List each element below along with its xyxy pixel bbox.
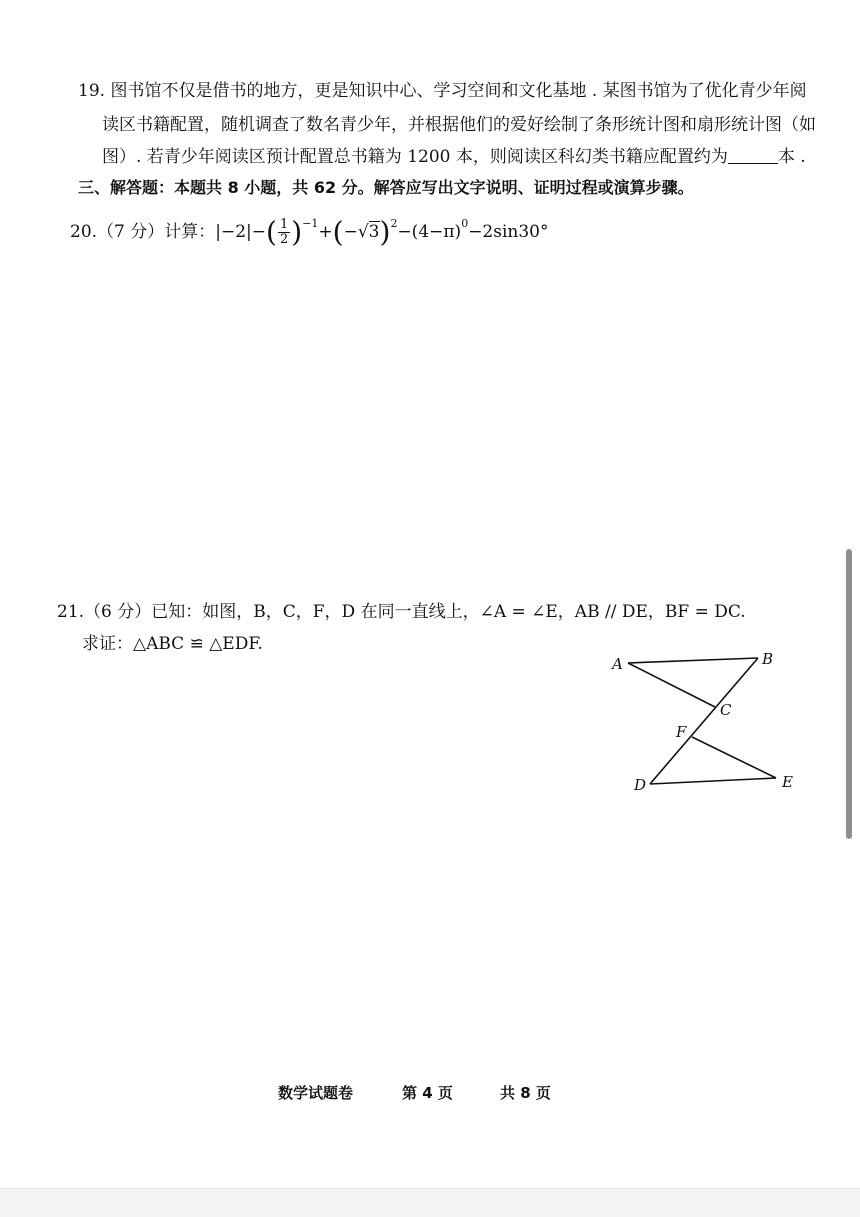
label-F: F [676,723,687,741]
segment-AC [628,663,715,707]
label-E: E [782,773,793,791]
geometry-diagram [600,645,810,805]
exponent-neg-one: −1 [302,217,319,230]
q21-line-2: 求证：△ABC ≌ △EDF. [82,634,263,654]
q19-line-2: 读区书籍配置，随机调查了数名青少年，并根据他们的爱好绘制了条形统计图和扇形统计图（如 [102,115,816,135]
exponent-two: 2 [390,217,398,230]
q19-line-3-text: 图）. 若青少年阅读区预计配置总书籍为 1200 本，则阅读区科幻类书籍应配置约为 [102,147,728,167]
label-B: B [762,650,774,668]
footer-page-number: 第 4 页 [402,1084,453,1102]
footer-subject: 数学试题卷 [278,1084,354,1102]
segment-BD [650,658,758,784]
minus-sign: − [251,222,267,242]
abs-term: |−2| [215,222,252,242]
label-C: C [720,701,732,719]
section-heading: 三、解答题：本题共 8 小题，共 62 分。解答应写出文字说明、证明过程或演算步骤。 [78,178,694,197]
q21-line-1: 21.（6 分）已知：如图，B，C，F，D 在同一直线上，∠A = ∠E，AB // DE，BF = DC. [57,602,746,622]
exponent-zero: 0 [461,217,469,230]
left-paren: ( [266,215,277,249]
left-paren-2: ( [332,215,344,249]
fraction [278,218,290,247]
q20-label: 20.（7 分）计算： [70,222,216,242]
fraction-numerator: 1 [279,217,289,232]
segment-AB [628,658,758,663]
answer-blank [728,147,778,164]
q19-line-3 [102,145,806,169]
plus-sign: + [318,222,333,242]
sin-term: −2sin30° [468,222,549,242]
sqrt-argument: 3 [368,222,380,242]
footer-total-pages: 共 8 页 [500,1084,551,1102]
q19-line-3-tail: 本 . [777,147,806,167]
page-bottom-edge [0,1188,860,1217]
q19-line-1: 19. 图书馆不仅是借书的地方，更是知识中心、学习空间和文化基地 . 某图书馆为了优化青少年阅 [78,81,807,101]
neg-sqrt: −√ [343,222,369,242]
q20-line [70,208,549,248]
segment-FE [692,737,776,778]
segment-DE [650,778,776,784]
fraction-denominator: 2 [279,232,289,247]
right-paren: ) [291,215,303,249]
label-D: D [634,776,647,794]
vertical-scrollbar[interactable] [846,549,852,839]
right-paren-2: ) [379,215,391,249]
pi-term: −(4−π) [397,222,462,242]
label-A: A [612,655,623,673]
